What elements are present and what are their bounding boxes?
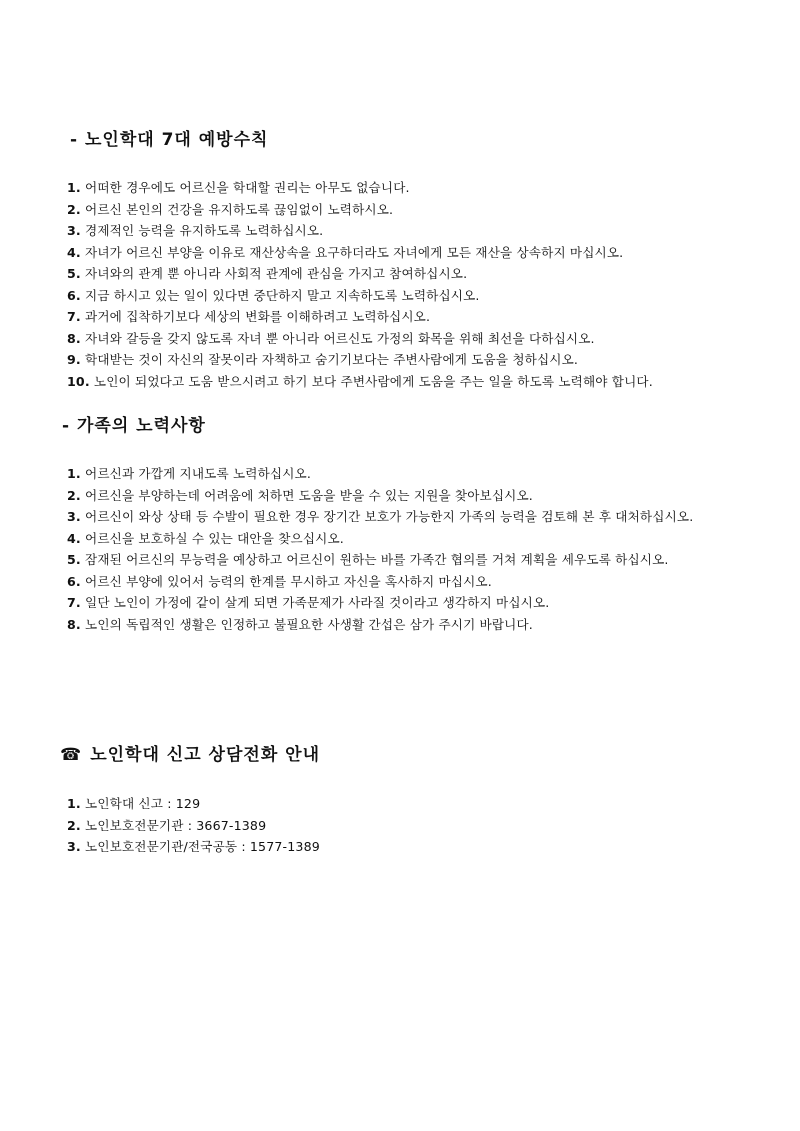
list-item-text: 일단 노인이 가정에 같이 살게 되면 가족문제가 사라질 것이라고 생각하지 마십시오. [85, 595, 550, 610]
list-item-text: 어르신 본인의 건강을 유지하도록 끊임없이 노력하시오. [85, 201, 394, 217]
list-item-text: 자녀와 갈등을 갖지 않도록 자녀 뿐 아니라 어르신도 가정의 화목을 위해 최선을 다하십시오. [85, 330, 595, 346]
hotline-title-text: 노인학대 신고 상담전화 안내 [90, 745, 321, 765]
list-item-text: 자녀와의 관계 뿐 아니라 사회적 관계에 관심을 가지고 참여하십시오. [85, 266, 468, 281]
section-title-prevention-rules: - 노인학대 7대 예방수칙 [70, 130, 269, 150]
list-item-text: 노인보호전문기관/전국공동 : 1577-1389 [85, 839, 320, 854]
list-item-number: 10. [67, 373, 90, 389]
list-item-text: 과거에 집착하기보다 세상의 변화를 이해하려고 노력하십시오. [85, 309, 431, 324]
list-item [62, 528, 738, 550]
list-item-number: 2. [67, 487, 81, 503]
list-item [62, 793, 738, 815]
list-item-number: 9. [67, 352, 81, 367]
list-item [62, 349, 738, 371]
list-item-number: 8. [67, 616, 81, 632]
list-item-number: 7. [67, 309, 81, 324]
list-item [62, 177, 738, 199]
list-item-number: 2. [67, 817, 81, 833]
list-item-text: 어르신 부양에 있어서 능력의 한계를 무시하고 자신을 혹사하지 마십시오. [85, 573, 492, 589]
list-item-text: 노인의 독립적인 생활은 인정하고 불필요한 사생활 간섭은 삼가 주시기 바랍니다. [85, 616, 533, 632]
list-item-number: 1. [67, 180, 81, 195]
list-item-text: 자녀가 어르신 부양을 이유로 재산상속을 요구하더라도 자녀에게 모든 재산을 상속하지 마십시오. [85, 244, 624, 260]
list-item [62, 199, 738, 221]
list-item-text: 노인보호전문기관 : 3667-1389 [85, 817, 267, 833]
section-title-hotline [60, 745, 320, 765]
list-item [62, 836, 738, 858]
list-item-number: 1. [67, 796, 81, 811]
list-item [62, 220, 738, 242]
list-item [62, 328, 738, 350]
list-item-number: 4. [67, 244, 81, 260]
list-item-number: 2. [67, 201, 81, 217]
list-item [62, 263, 738, 285]
list-item-text: 어르신을 보호하실 수 있는 대안을 찾으십시오. [85, 530, 344, 546]
list-item-text: 학대받는 것이 자신의 잘못이라 자책하고 숨기기보다는 주변사람에게 도움을 청하십시오. [85, 352, 579, 367]
list-item [62, 614, 738, 636]
list-item-number: 4. [67, 530, 81, 546]
list-item-number: 6. [67, 573, 81, 589]
list-item-number: 1. [67, 466, 81, 481]
list-item-number: 3. [67, 839, 81, 854]
list-item [62, 371, 738, 393]
list-item-number: 7. [67, 595, 81, 610]
hotline-list [62, 793, 738, 858]
telephone-icon: ☎ [60, 745, 83, 765]
list-item [62, 285, 738, 307]
list-item [62, 592, 738, 614]
section-title-family-efforts: - 가족의 노력사항 [62, 416, 206, 436]
list-item-text: 경제적인 능력을 유지하도록 노력하십시오. [85, 223, 324, 238]
list-item-text: 어떠한 경우에도 어르신을 학대할 권리는 아무도 없습니다. [85, 180, 410, 195]
list-item [62, 506, 738, 528]
list-item-number: 6. [67, 287, 81, 303]
list-item [62, 485, 738, 507]
prevention-rules-list [62, 177, 738, 392]
list-item-number: 3. [67, 223, 81, 238]
list-item [62, 571, 738, 593]
list-item-text: 어르신이 와상 상태 등 수발이 필요한 경우 장기간 보호가 가능한지 가족의 능력을 검토해 본 후 대처하십시오. [85, 509, 694, 524]
list-item-text: 어르신과 가깝게 지내도록 노력하십시오. [85, 466, 311, 481]
list-item [62, 815, 738, 837]
list-item-number: 5. [67, 266, 81, 281]
list-item-text: 노인학대 신고 : 129 [85, 796, 201, 811]
list-item-text: 지금 하시고 있는 일이 있다면 중단하지 말고 지속하도록 노력하십시오. [85, 287, 480, 303]
list-item [62, 463, 738, 485]
list-item-number: 8. [67, 330, 81, 346]
list-item [62, 549, 738, 571]
list-item-text: 잠재된 어르신의 무능력을 예상하고 어르신이 원하는 바를 가족간 협의를 거쳐 계획을 세우도록 하십시오. [85, 552, 669, 567]
list-item-text: 노인이 되었다고 도움 받으시려고 하기 보다 주변사람에게 도움을 주는 일을 하도록 노력해야 합니다. [93, 373, 653, 389]
list-item-number: 3. [67, 509, 81, 524]
list-item [62, 306, 738, 328]
list-item-number: 5. [67, 552, 81, 567]
family-efforts-list [62, 463, 738, 635]
list-item-text: 어르신을 부양하는데 어려움에 처하면 도움을 받을 수 있는 지원을 찾아보십시오. [85, 487, 533, 503]
list-item [62, 242, 738, 264]
